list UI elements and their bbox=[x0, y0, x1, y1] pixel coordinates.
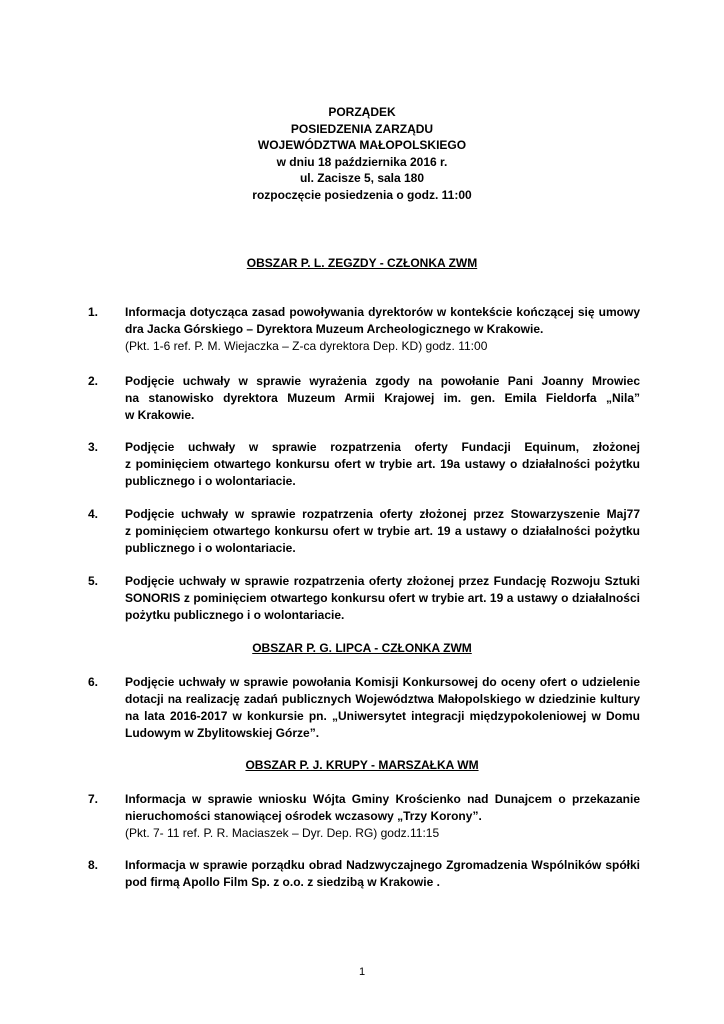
item-number: 5. bbox=[88, 574, 99, 588]
item-text-line: Informacja dotycząca zasad powoływania dyrektorów w kontekście kończącej się umowy bbox=[125, 305, 640, 319]
header-date: w dniu 18 października 2016 r. bbox=[276, 154, 448, 169]
item-text-line: dra Jacka Górskiego – Dyrektora Muzeum Archeologicznego w Krakowie. bbox=[125, 322, 544, 336]
item-reference: (Pkt. 1-6 ref. P. M. Wiejaczka – Z-ca dyrektora Dep. KD) godz. 11:00 bbox=[125, 339, 488, 353]
item-text-line: Podjęcie uchwały w sprawie powołania Komisji Konkursowej do oceny ofert o udzielenie bbox=[125, 675, 640, 689]
item-text-line: Podjęcie uchwały w sprawie rozpatrzenia oferty Fundacji Equinum, złożonej bbox=[125, 440, 640, 454]
item-text-line: publicznego i o wolontariacie. bbox=[125, 474, 296, 488]
item-text-line: Podjęcie uchwały w sprawie rozpatrzenia oferty złożonej przez Stowarzyszenie Maj77 bbox=[125, 507, 640, 521]
agenda-item-5 bbox=[88, 573, 640, 624]
agenda-item-6 bbox=[88, 674, 640, 742]
section-heading-zegzda: OBSZAR P. L. ZEGZDY - CZŁONKA ZWM bbox=[246, 256, 478, 270]
agenda-item-8 bbox=[88, 857, 640, 891]
header-title: PORZĄDEK bbox=[328, 105, 396, 119]
item-number: 6. bbox=[88, 675, 99, 689]
item-text-line: Podjęcie uchwały w sprawie wyrażenia zgody na powołanie Pani Joanny Mrowiec bbox=[125, 374, 640, 388]
item-number: 4. bbox=[88, 507, 99, 521]
header-body: POSIEDZENIA ZARZĄDU bbox=[290, 121, 434, 136]
item-text-line: Podjęcie uchwały w sprawie rozpatrzenia oferty złożonej przez Fundację Rozwoju Sztuki bbox=[125, 574, 640, 588]
agenda-item-3 bbox=[88, 439, 640, 490]
item-text-line: na lata 2016-2017 w konkursie pn. „Uniwersytet integracji międzypokoleniowej w Domu bbox=[125, 709, 640, 723]
header-address: ul. Zacisze 5, sala 180 bbox=[299, 171, 425, 185]
item-text-line: publicznego i o wolontariacie. bbox=[125, 541, 296, 555]
item-number: 2. bbox=[88, 374, 99, 388]
agenda-header bbox=[0, 104, 724, 203]
agenda-item-2 bbox=[88, 373, 640, 424]
item-text-line: w Krakowie. bbox=[125, 408, 195, 422]
item-number: 3. bbox=[88, 440, 99, 454]
item-text-line: dotacji na realizację zadań publicznych Województwa Małopolskiego w dziedzinie kultury bbox=[125, 692, 640, 706]
item-text-line: Informacja w sprawie porządku obrad Nadzwyczajnego Zgromadzenia Wspólników spółki bbox=[125, 858, 640, 872]
item-text-line: Informacja w sprawie wniosku Wójta Gminy Krościenko nad Dunajcem o przekazanie bbox=[125, 792, 640, 806]
header-start-time: rozpoczęcie posiedzenia o godz. 11:00 bbox=[252, 187, 472, 202]
item-text-line: pod firmą Apollo Film Sp. z o.o. z siedzibą w Krakowie . bbox=[125, 875, 440, 889]
page-number: 1 bbox=[358, 966, 366, 978]
section-heading-krupa: OBSZAR P. J. KRUPY - MARSZAŁKA WM bbox=[245, 758, 479, 772]
agenda-item-1 bbox=[88, 304, 640, 355]
agenda-item-7 bbox=[88, 791, 640, 842]
item-text-line: Ludowym w Zbylitowskiej Górze”. bbox=[125, 726, 320, 740]
agenda-item-4 bbox=[88, 506, 640, 557]
item-number: 8. bbox=[88, 858, 99, 872]
section-heading-lipiec: OBSZAR P. G. LIPCA - CZŁONKA ZWM bbox=[252, 641, 472, 655]
item-text-line: pożytku publicznego i o wolontariacie. bbox=[125, 608, 345, 622]
item-number: 1. bbox=[88, 305, 99, 319]
item-text-line: z pominięciem otwartego konkursu ofert w trybie art. 19 a ustawy o działalności pożytku bbox=[125, 524, 640, 538]
item-text-line: na stanowisko dyrektora Muzeum Armii Krajowej im. gen. Emila Fieldorfa „Nila” bbox=[125, 391, 640, 405]
item-text-line: SONORIS z pominięciem otwartego konkursu ofert w trybie art. 19 a ustawy o działalności bbox=[125, 591, 640, 605]
item-number: 7. bbox=[88, 792, 99, 806]
item-text-line: nieruchomości stanowiącej ośrodek wczasowy „Trzy Korony”. bbox=[125, 809, 482, 823]
header-organization: WOJEWÓDZTWA MAŁOPOLSKIEGO bbox=[257, 138, 467, 152]
item-text-line: z pominięciem otwartego konkursu ofert w trybie art. 19a ustawy o działalności pożytku bbox=[125, 457, 640, 471]
item-reference: (Pkt. 7- 11 ref. P. R. Maciaszek – Dyr. Dep. RG) godz.11:15 bbox=[125, 826, 440, 840]
